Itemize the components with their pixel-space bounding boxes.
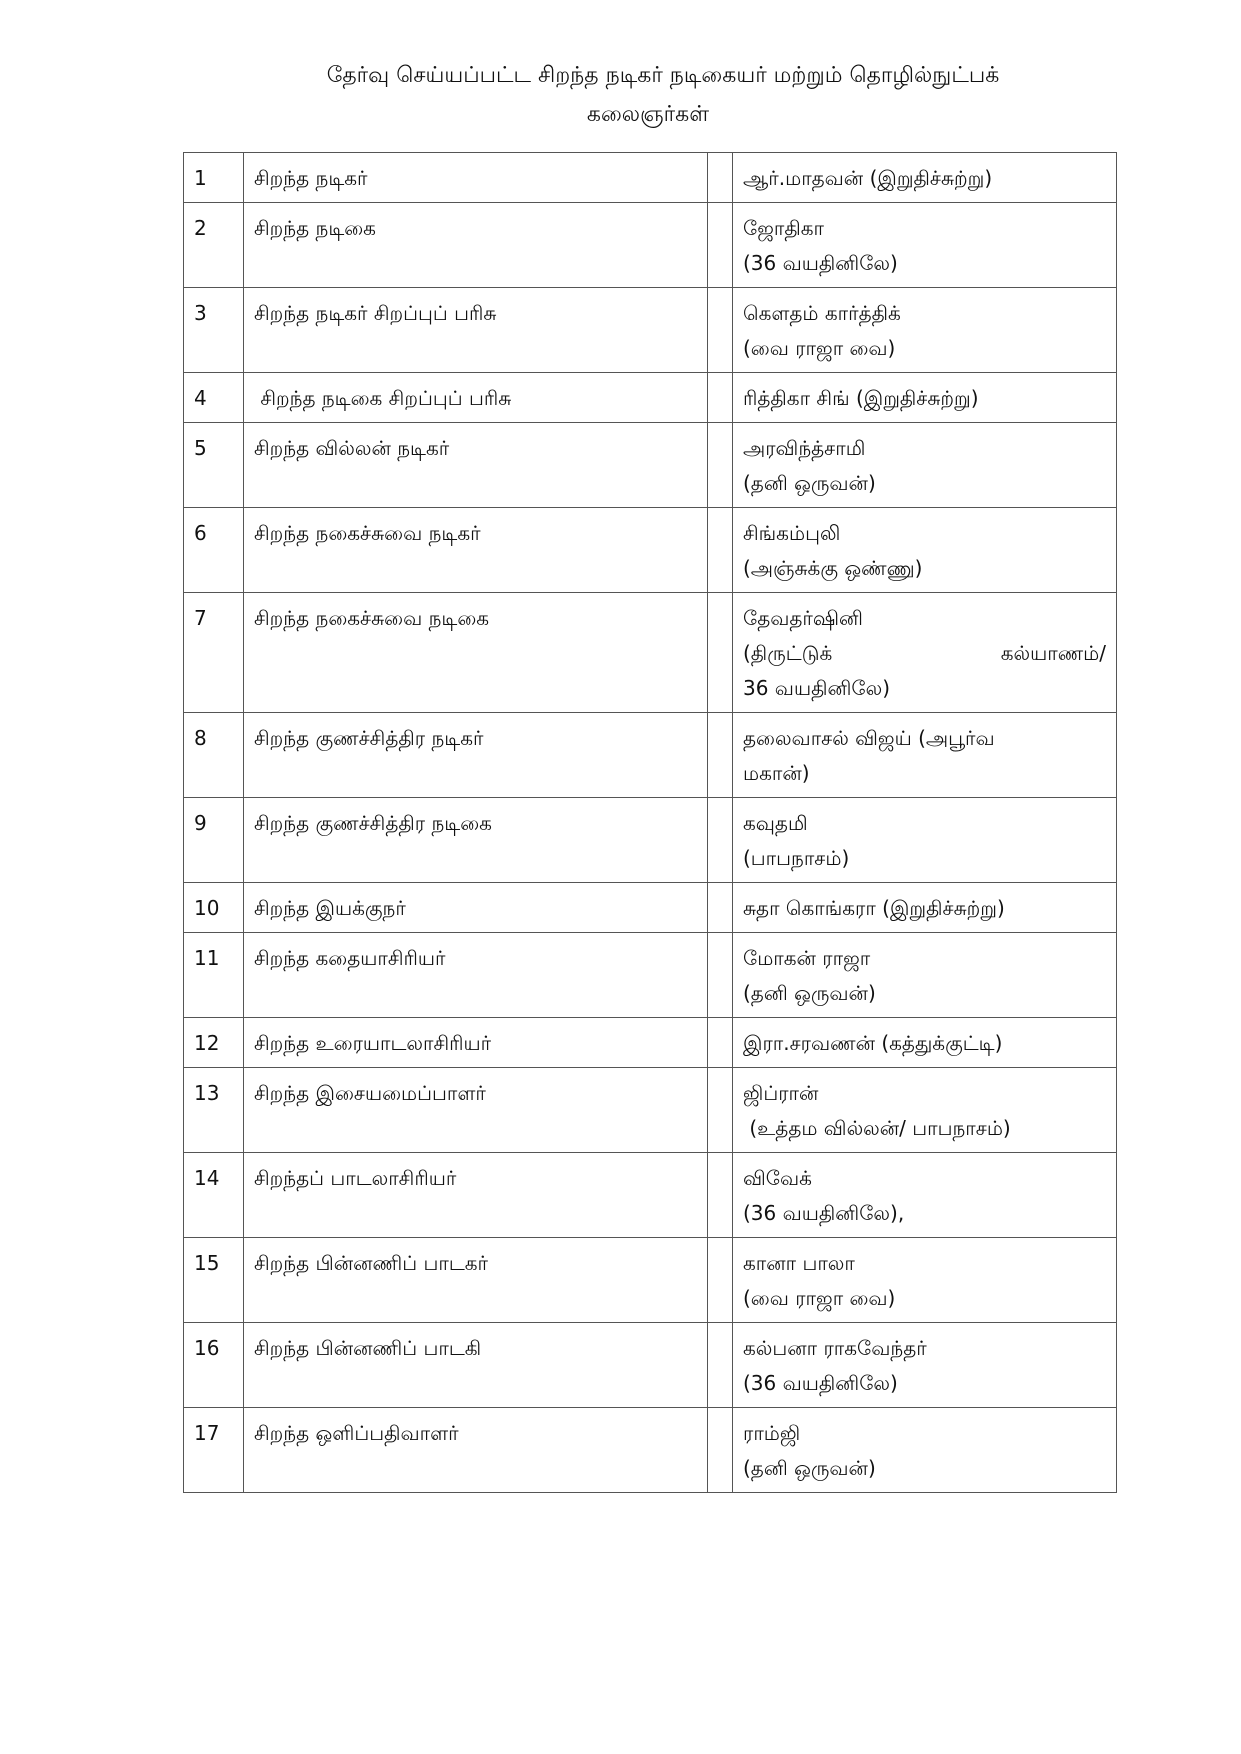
award-category: சிறந்த குணச்சித்திர நடிகை — [244, 798, 708, 883]
page-title-line-1: தேர்வு செய்யப்பட்ட சிறந்த நடிகர் நடிகையர் மற்றும் தொழில்நுட்பக் — [326, 63, 1000, 88]
award-number: 11 — [184, 933, 244, 1018]
award-number: 15 — [184, 1238, 244, 1323]
award-winner-line: ஜோதிகா — [743, 216, 824, 240]
award-spacer-cell — [708, 153, 733, 203]
award-winner — [733, 288, 1117, 373]
award-number: 8 — [184, 713, 244, 798]
page-title-line-2: கலைஞர்கள் — [586, 102, 710, 127]
award-row — [184, 508, 1117, 593]
award-number: 4 — [184, 373, 244, 423]
award-spacer-cell — [708, 798, 733, 883]
award-spacer-cell — [708, 508, 733, 593]
award-winner-line: ரித்திகா சிங் (இறுதிச்சுற்று) — [743, 386, 979, 410]
award-spacer-cell — [708, 1323, 733, 1408]
award-number: 2 — [184, 203, 244, 288]
award-winner — [733, 203, 1117, 288]
award-number: 13 — [184, 1068, 244, 1153]
award-winner-line: ஆர்.மாதவன் (இறுதிச்சுற்று) — [743, 166, 993, 190]
award-row — [184, 593, 1117, 713]
award-number: 12 — [184, 1018, 244, 1068]
award-winner — [733, 423, 1117, 508]
award-winner — [733, 1323, 1117, 1408]
award-number: 10 — [184, 883, 244, 933]
award-winner-line: 36 வயதினிலே) — [743, 676, 891, 700]
award-winner-line — [743, 636, 1106, 671]
award-category: சிறந்த ஒளிப்பதிவாளர் — [244, 1408, 708, 1493]
award-number: 1 — [184, 153, 244, 203]
award-row — [184, 288, 1117, 373]
award-winner-line: மோகன் ராஜா — [743, 946, 871, 970]
award-winner — [733, 1238, 1117, 1323]
award-winner-line: ஜிப்ரான் — [743, 1081, 819, 1105]
award-winner-line: மகான்) — [743, 761, 810, 785]
award-category: சிறந்த நடிகர் சிறப்புப் பரிசு — [244, 288, 708, 373]
award-category: சிறந்த நடிகை — [244, 203, 708, 288]
award-winner — [733, 713, 1117, 798]
award-category: சிறந்த இயக்குநர் — [244, 883, 708, 933]
award-winner — [733, 1018, 1117, 1068]
award-category: சிறந்த பின்னணிப் பாடகி — [244, 1323, 708, 1408]
award-winner — [733, 373, 1117, 423]
award-winner-line: சிங்கம்புலி — [743, 521, 841, 545]
award-spacer-cell — [708, 1238, 733, 1323]
award-number: 7 — [184, 593, 244, 713]
award-spacer-cell — [708, 373, 733, 423]
award-winner-line: அரவிந்த்சாமி — [743, 436, 866, 460]
award-winner-line: (வை ராஜா வை) — [743, 336, 896, 360]
award-winner — [733, 1153, 1117, 1238]
award-winner-line: (அஞ்சுக்கு ஒண்ணு) — [743, 556, 923, 580]
award-winner-line: (தனி ஒருவன்) — [743, 981, 876, 1005]
award-row — [184, 1068, 1117, 1153]
award-row — [184, 1408, 1117, 1493]
award-spacer-cell — [708, 1018, 733, 1068]
award-winner-line: கல்பனா ராகவேந்தர் — [743, 1336, 927, 1360]
award-row — [184, 1153, 1117, 1238]
award-spacer-cell — [708, 203, 733, 288]
award-category: சிறந்த வில்லன் நடிகர் — [244, 423, 708, 508]
award-row — [184, 1323, 1117, 1408]
award-number: 3 — [184, 288, 244, 373]
award-winner-line: தலைவாசல் விஜய் (அபூர்வ — [743, 726, 995, 750]
award-winner-line: (தனி ஒருவன்) — [743, 1456, 876, 1480]
award-winner — [733, 508, 1117, 593]
award-winner — [733, 933, 1117, 1018]
award-spacer-cell — [708, 423, 733, 508]
award-row — [184, 203, 1117, 288]
award-number: 6 — [184, 508, 244, 593]
award-winner-line: (36 வயதினிலே), — [743, 1201, 905, 1225]
award-category: சிறந்த இசையமைப்பாளர் — [244, 1068, 708, 1153]
award-winner-fragment: கல்யாணம்/ — [1000, 641, 1106, 665]
award-category: சிறந்த நடிகர் — [244, 153, 708, 203]
award-winner-line: (தனி ஒருவன்) — [743, 471, 876, 495]
award-winner-line: சுதா கொங்கரா (இறுதிச்சுற்று) — [743, 896, 1005, 920]
award-winner — [733, 153, 1117, 203]
award-winner-line: தேவதர்ஷினி — [743, 606, 863, 630]
award-winner-line: கானா பாலா — [743, 1251, 855, 1275]
award-winner-line: கவுதமி — [743, 811, 808, 835]
award-spacer-cell — [708, 713, 733, 798]
award-category: சிறந்த நடிகை சிறப்புப் பரிசு — [244, 373, 708, 423]
award-winner-line: இரா.சரவணன் (கத்துக்குட்டி) — [743, 1031, 1003, 1055]
award-category: சிறந்த குணச்சித்திர நடிகர் — [244, 713, 708, 798]
award-winner-line: விவேக் — [743, 1166, 812, 1190]
award-winner-line: (பாபநாசம்) — [743, 846, 850, 870]
award-row — [184, 1018, 1117, 1068]
award-spacer-cell — [708, 1408, 733, 1493]
award-row — [184, 153, 1117, 203]
award-spacer-cell — [708, 933, 733, 1018]
award-winner-fragment: (திருட்டுக் — [743, 641, 833, 665]
award-category: சிறந்த நகைச்சுவை நடிகர் — [244, 508, 708, 593]
award-winner — [733, 883, 1117, 933]
award-row — [184, 373, 1117, 423]
award-number: 9 — [184, 798, 244, 883]
award-row — [184, 883, 1117, 933]
award-row — [184, 423, 1117, 508]
award-number: 17 — [184, 1408, 244, 1493]
award-winner-line: (36 வயதினிலே) — [743, 1371, 898, 1395]
award-winner — [733, 593, 1117, 713]
award-winner-line: (உத்தம வில்லன்/ பாபநாசம்) — [743, 1116, 1011, 1140]
award-category: சிறந்தப் பாடலாசிரியர் — [244, 1153, 708, 1238]
award-winner-line: (36 வயதினிலே) — [743, 251, 898, 275]
page-title — [183, 56, 1113, 134]
award-row — [184, 798, 1117, 883]
award-winner-line: கௌதம் கார்த்திக் — [743, 301, 901, 325]
award-spacer-cell — [708, 593, 733, 713]
award-number: 5 — [184, 423, 244, 508]
award-spacer-cell — [708, 288, 733, 373]
award-number: 14 — [184, 1153, 244, 1238]
award-row — [184, 933, 1117, 1018]
award-row — [184, 713, 1117, 798]
award-row — [184, 1238, 1117, 1323]
award-category: சிறந்த பின்னணிப் பாடகர் — [244, 1238, 708, 1323]
award-winner — [733, 1408, 1117, 1493]
award-winner-line: (வை ராஜா வை) — [743, 1286, 896, 1310]
award-winner-line: ராம்ஜி — [743, 1421, 801, 1445]
award-spacer-cell — [708, 1068, 733, 1153]
award-winner — [733, 1068, 1117, 1153]
award-winner — [733, 798, 1117, 883]
award-spacer-cell — [708, 883, 733, 933]
award-spacer-cell — [708, 1153, 733, 1238]
award-category: சிறந்த உரையாடலாசிரியர் — [244, 1018, 708, 1068]
award-category: சிறந்த கதையாசிரியர் — [244, 933, 708, 1018]
awards-table — [183, 152, 1117, 1493]
award-number: 16 — [184, 1323, 244, 1408]
award-category: சிறந்த நகைச்சுவை நடிகை — [244, 593, 708, 713]
awards-table-body — [184, 153, 1117, 1493]
